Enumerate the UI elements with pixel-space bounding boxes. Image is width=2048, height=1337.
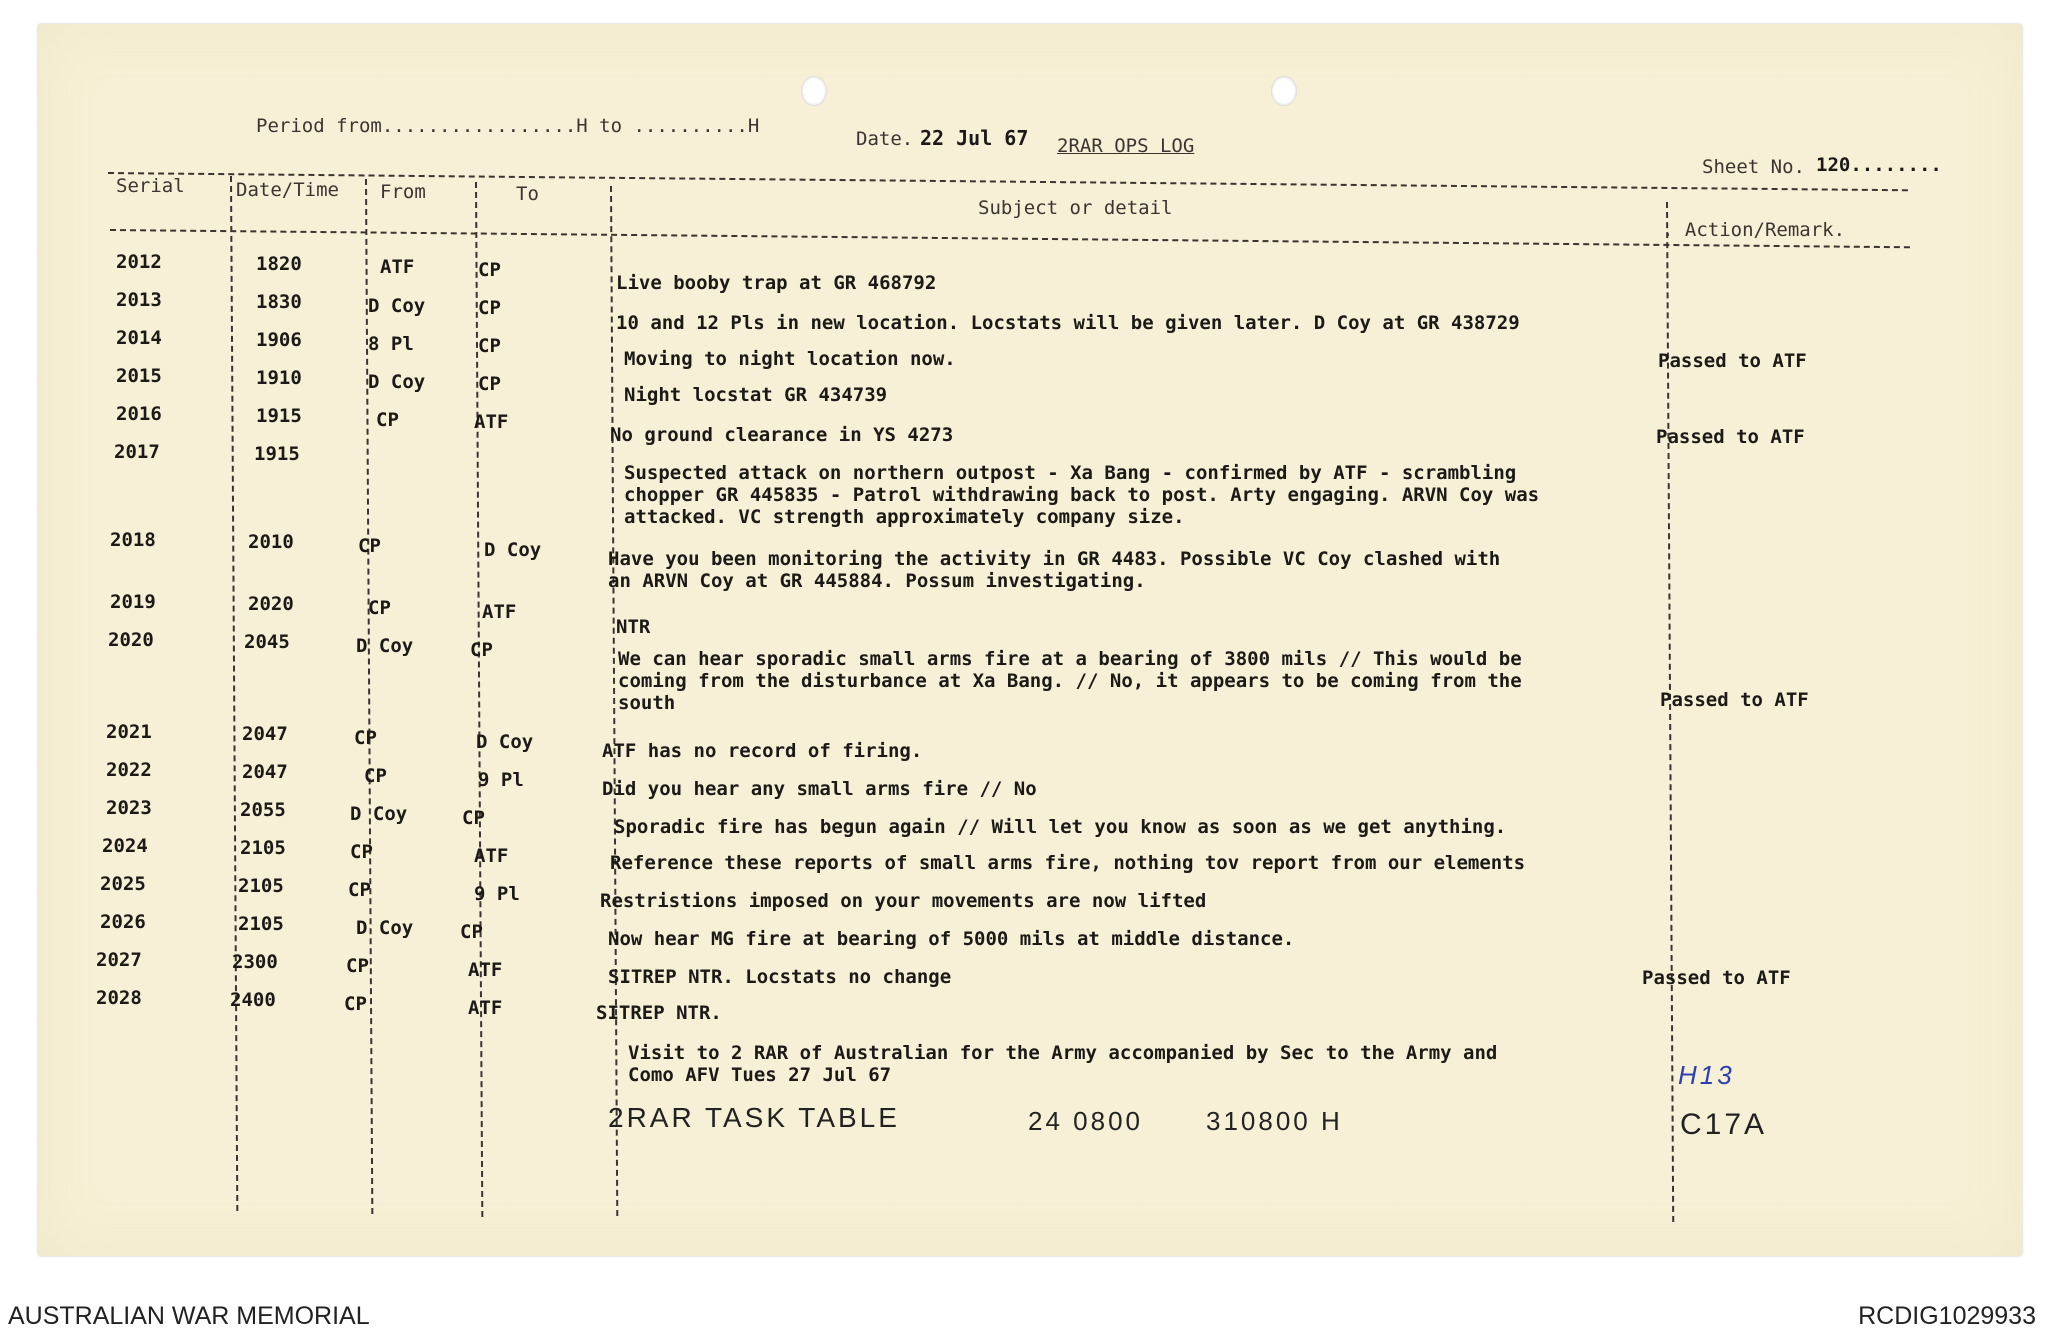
entry-from: CP — [354, 727, 377, 749]
entry-time: 2105 — [238, 913, 284, 935]
handwritten-ref-top: H13 — [1678, 1060, 1735, 1090]
entry-time: 2047 — [242, 761, 288, 783]
entry-serial: 2024 — [102, 835, 148, 857]
entry-from: CP — [358, 535, 381, 557]
footer-source: AUSTRALIAN WAR MEMORIAL — [8, 1302, 370, 1330]
log-title: 2RAR OPS LOG — [1057, 135, 1195, 157]
entry-time: 2105 — [240, 837, 286, 859]
entry-from: CP — [348, 879, 371, 901]
entry-remark: Passed to ATF — [1660, 689, 1809, 711]
handwritten-ref-bottom: C17A — [1680, 1108, 1768, 1141]
entry-detail: Have you been monitoring the activity in GR 4483. Possible VC Coy clashed with an ARVN Coy at GR 445884. Possum investigating. — [608, 548, 1501, 592]
entry-time: 2300 — [232, 951, 278, 973]
entry-time: 1820 — [256, 253, 302, 275]
entry-to: ATF — [474, 411, 509, 433]
col-subject: Subject or detail — [978, 197, 1173, 219]
entry-detail: SITREP NTR. Locstats no change — [608, 966, 952, 988]
entry-serial: 2013 — [116, 289, 162, 311]
entry-time: 1830 — [256, 291, 302, 313]
date-label: Date. — [856, 128, 914, 150]
entry-from: D Coy — [356, 917, 414, 939]
entry-detail: Live booby trap at GR 468792 — [616, 272, 937, 294]
handwritten-dtg-start: 24 0800 — [1028, 1106, 1143, 1136]
entry-time: 1915 — [254, 443, 300, 465]
entry-detail: No ground clearance in YS 4273 — [610, 424, 954, 446]
entry-to: CP — [462, 807, 485, 829]
entry-to: CP — [478, 373, 501, 395]
entry-detail: NTR — [616, 616, 651, 638]
entry-remark: Passed to ATF — [1642, 967, 1791, 989]
sheet-value: 120........ — [1816, 154, 1942, 176]
entry-to: ATF — [474, 845, 509, 867]
handwritten-task-table: 2RAR TASK TABLE — [608, 1102, 900, 1133]
entry-remark: Passed to ATF — [1658, 350, 1807, 372]
col-serial: Serial — [116, 175, 185, 197]
entry-serial: 2012 — [116, 251, 162, 273]
entry-time: 2047 — [242, 723, 288, 745]
entry-serial: 2014 — [116, 327, 162, 349]
period-field: Period from.................H to ..........H — [256, 115, 760, 137]
entry-to: ATF — [468, 997, 503, 1019]
entry-time: 2045 — [244, 631, 290, 653]
entry-serial: 2020 — [108, 629, 154, 651]
entry-to: ATF — [468, 959, 503, 981]
entry-remark: Passed to ATF — [1656, 426, 1805, 448]
entry-from: CP — [368, 597, 391, 619]
entry-from: CP — [344, 993, 367, 1015]
entry-time: 1915 — [256, 405, 302, 427]
entry-to: ATF — [482, 601, 517, 623]
col-to: To — [516, 183, 539, 205]
col-datetime: Date/Time — [236, 179, 339, 201]
entry-from: CP — [346, 955, 369, 977]
log-sheet — [38, 24, 2022, 1256]
header-rule-top — [108, 172, 1908, 191]
entry-serial: 2026 — [100, 911, 146, 933]
entry-serial: 2021 — [106, 721, 152, 743]
entry-detail: Sporadic fire has begun again // Will let you know as soon as we get anything. — [614, 816, 1507, 838]
entry-serial: 2019 — [110, 591, 156, 613]
entry-detail: SITREP NTR. — [596, 1002, 722, 1024]
entry-from: CP — [364, 765, 387, 787]
handwritten-dtg-end: 310800 H — [1206, 1106, 1343, 1136]
entry-detail: Moving to night location now. — [624, 348, 956, 370]
entry-time: 2010 — [248, 531, 294, 553]
entry-to: CP — [478, 259, 501, 281]
entry-from: CP — [376, 409, 399, 431]
entry-serial: 2027 — [96, 949, 142, 971]
date-value: 22 Jul 67 — [920, 126, 1029, 150]
entry-from: 8 Pl — [368, 333, 414, 355]
sheet-label: Sheet No. — [1702, 156, 1805, 178]
entry-time: 2055 — [240, 799, 286, 821]
entry-detail: ATF has no record of firing. — [602, 740, 923, 762]
punch-hole-left — [801, 76, 827, 106]
entry-detail: Restristions imposed on your movements are now lifted — [600, 890, 1207, 912]
entry-time: 1906 — [256, 329, 302, 351]
entry-time: 2400 — [230, 989, 276, 1011]
entry-to: CP — [478, 297, 501, 319]
footer-id: RCDIG1029933 — [1858, 1302, 2036, 1330]
entry-serial: 2022 — [106, 759, 152, 781]
col-action: . Action/Remark. — [1662, 219, 1846, 241]
entry-detail: Night locstat GR 434739 — [624, 384, 888, 406]
entry-time: 2020 — [248, 593, 294, 615]
entry-to: D Coy — [476, 731, 534, 753]
entry-serial: 2018 — [110, 529, 156, 551]
entry-time: 1910 — [256, 367, 302, 389]
entry-detail: We can hear sporadic small arms fire at a bearing of 3800 mils // This would be coming from the disturbance at Xa Bang. // No, it appears to be coming from the south — [618, 648, 1522, 714]
visit-note: Visit to 2 RAR of Australian for the Army accompanied by Sec to the Army and Como AFV Tues 27 Jul 67 — [628, 1042, 1498, 1086]
entry-from: D Coy — [368, 371, 426, 393]
entry-to: CP — [460, 921, 483, 943]
entry-from: D Coy — [368, 295, 426, 317]
col-from: From — [380, 181, 426, 203]
entry-serial: 2025 — [100, 873, 146, 895]
entry-from: D Coy — [350, 803, 408, 825]
punch-hole-right — [1271, 76, 1297, 106]
entry-detail: Reference these reports of small arms fire, nothing tov report from our elements — [610, 852, 1526, 874]
entry-from: ATF — [380, 256, 415, 278]
entry-serial: 2017 — [114, 441, 160, 463]
entry-to: D Coy — [484, 539, 542, 561]
divider-datetime — [230, 176, 238, 1211]
entry-to: 9 Pl — [474, 883, 520, 905]
header-rule-bottom — [110, 229, 1910, 248]
entry-from: D Coy — [356, 635, 414, 657]
entry-from: CP — [350, 841, 373, 863]
entry-detail: Now hear MG fire at bearing of 5000 mils at middle distance. — [608, 928, 1295, 950]
entry-to: CP — [470, 639, 493, 661]
entry-to: 9 Pl — [478, 769, 524, 791]
entry-serial: 2028 — [96, 987, 142, 1009]
entry-serial: 2016 — [116, 403, 162, 425]
entry-serial: 2015 — [116, 365, 162, 387]
entry-detail: Did you hear any small arms fire // No — [602, 778, 1037, 800]
entry-detail: 10 and 12 Pls in new location. Locstats will be given later. D Coy at GR 438729 — [616, 312, 1520, 334]
entry-to: CP — [478, 335, 501, 357]
entry-serial: 2023 — [106, 797, 152, 819]
entry-detail: Suspected attack on northern outpost - Xa Bang - confirmed by ATF - scrambling chopper GR 445835 - Patrol withdrawing back to post. Arty engaging. ARVN Coy was attacked. VC strength approximately company size. — [624, 462, 1540, 528]
entry-time: 2105 — [238, 875, 284, 897]
